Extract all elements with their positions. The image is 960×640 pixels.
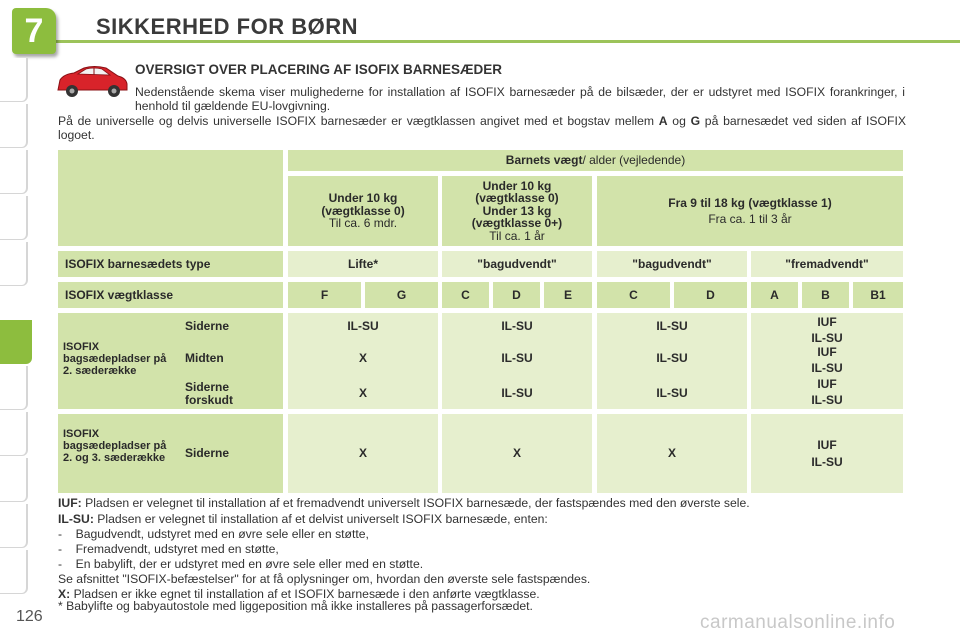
chapter-title: SIKKERHED FOR BØRN xyxy=(96,14,359,39)
legend-iuf xyxy=(58,497,908,511)
legend-see-also: Se afsnittet "ISOFIX-befæstelser" for at få oplysninger om, hvordan den øverste sele fastspændes. xyxy=(58,572,591,586)
row2-value: IL-SU xyxy=(501,386,533,400)
class-cell: B xyxy=(802,282,849,308)
side-tab[interactable] xyxy=(0,150,28,194)
row2-value: IL-SU xyxy=(656,319,688,333)
table-corner-cell xyxy=(58,150,283,246)
legend-key: IUF: xyxy=(58,496,82,510)
legend-bullet: - Fremadvendt, udstyret med en støtte, xyxy=(58,542,279,556)
group-line: Under 10 kg xyxy=(482,178,552,193)
group-line: (vægtklasse 0+) xyxy=(471,216,563,231)
legend-key: X: xyxy=(58,587,71,601)
iuf-label: IUF xyxy=(817,437,837,452)
row2-value: IL-SU xyxy=(656,386,688,400)
para2-letter-a: A xyxy=(658,114,668,128)
row2-value-iuf xyxy=(751,376,903,408)
class-cell: F xyxy=(288,282,361,308)
group-header-0 xyxy=(288,176,438,246)
group-age: Til ca. 6 mdr. xyxy=(328,216,398,231)
legend-ilsu xyxy=(58,513,908,527)
type-cell: "bagudvendt" xyxy=(597,251,747,277)
legend-bullet: - Bagudvendt, udstyret med en øvre sele eller en støtte, xyxy=(58,527,369,541)
weight-header xyxy=(288,150,903,171)
row3-cell: X xyxy=(597,414,747,493)
watermark: carmanualsonline.info xyxy=(700,612,896,633)
ilsu-label: IL-SU xyxy=(811,393,843,407)
side-tab[interactable] xyxy=(0,242,28,286)
row2-value: IL-SU xyxy=(501,351,533,365)
class-cell: B1 xyxy=(853,282,903,308)
side-tab[interactable] xyxy=(0,58,28,102)
group-line: (vægtklasse 0) xyxy=(475,191,559,206)
row2-value: IL-SU xyxy=(501,319,533,333)
row2-value: IL-SU xyxy=(347,319,379,333)
side-tab[interactable] xyxy=(0,550,28,594)
side-tab[interactable] xyxy=(0,412,28,456)
page-number: 126 xyxy=(16,608,43,625)
legend-text: Pladsen er velegnet til installation af et delvist universelt ISOFIX barnesæde, enten: xyxy=(93,512,548,526)
type-row-label: ISOFIX barnesædets type xyxy=(58,251,283,277)
class-cell: D xyxy=(674,282,747,308)
side-tab-strip xyxy=(0,58,30,578)
row2-seat-middle: Midten xyxy=(185,351,224,365)
group-header-2 xyxy=(597,176,903,246)
weight-header-bold: Barnets vægt xyxy=(505,153,583,168)
side-tab-active[interactable] xyxy=(0,320,32,364)
row2-value: X xyxy=(358,351,367,365)
bullet-text: Fremadvendt, udstyret med en støtte, xyxy=(75,542,279,556)
iuf-label: IUF xyxy=(817,345,837,359)
class-cell: E xyxy=(544,282,592,308)
class-cell: C xyxy=(442,282,489,308)
iuf-label: IUF xyxy=(817,315,837,329)
row3-cell: X xyxy=(442,414,592,493)
row3-seat-sides: Siderne xyxy=(185,446,230,460)
intro-paragraph: Nedenstående skema viser mulighederne for installation af ISOFIX barnesæder på de bilsæder, der er udstyret med ISOFIX forankringer, i henhold til gældende EU-lovgivning. xyxy=(135,85,905,113)
group-line: Under 13 kg xyxy=(482,203,552,218)
row2-group-label: ISOFIX bagsædepladser på 2. sæderække xyxy=(63,341,167,377)
ilsu-label: IL-SU xyxy=(811,361,843,375)
class-cell: A xyxy=(751,282,798,308)
iuf-label: IUF xyxy=(817,377,837,391)
row3-group-label: ISOFIX bagsædepladser på 2. og 3. sæderække xyxy=(63,428,167,464)
type-cell: "bagudvendt" xyxy=(442,251,592,277)
group-age: Fra ca. 1 til 3 år xyxy=(708,211,792,226)
section-title: OVERSIGT OVER PLACERING AF ISOFIX BARNESÆDER xyxy=(135,62,503,77)
ilsu-label: IL-SU xyxy=(811,331,843,345)
class-cell: C xyxy=(597,282,670,308)
car-icon xyxy=(54,62,130,100)
side-tab[interactable] xyxy=(0,104,28,148)
side-tab[interactable] xyxy=(0,504,28,548)
class-row-label: ISOFIX vægtklasse xyxy=(58,282,283,308)
para2-text: På de universelle og delvis universelle ISOFIX barnesæder er vægtklassen angivet med et bogstav mellem xyxy=(58,114,659,128)
class-cell: G xyxy=(365,282,438,308)
legend-key: IL-SU: xyxy=(58,512,94,526)
legend-text: Pladsen er ikke egnet til installation af et ISOFIX barnesæde i den anførte vægtklasse. xyxy=(70,587,540,601)
row2-value-iuf xyxy=(751,314,903,346)
side-tab[interactable] xyxy=(0,458,28,502)
row2-value: IL-SU xyxy=(656,351,688,365)
type-cell: "fremadvendt" xyxy=(751,251,903,277)
bullet-text: En babylift, der er udstyret med en øvre sele eller med en støtte. xyxy=(75,557,424,571)
side-tab[interactable] xyxy=(0,366,28,410)
group-line: (vægtklasse 0) xyxy=(321,203,405,218)
para2-letter-g: G xyxy=(690,114,701,128)
bullet-text: Bagudvendt, udstyret med en øvre sele eller en støtte, xyxy=(75,527,369,541)
row2-value-iuf xyxy=(751,344,903,376)
ilsu-label: IL-SU xyxy=(811,454,843,469)
legend-text: Pladsen er velegnet til installation af et fremadvendt universelt ISOFIX barnesæde, der fastspændes med den øverste sele. xyxy=(81,496,750,510)
weight-header-rest: / alder (vejledende) xyxy=(582,153,686,168)
footnote: * Babylifte og babyautostole med liggeposition må ikke installeres på passagerforsædet. xyxy=(58,599,533,613)
row3-cell: X xyxy=(288,414,438,493)
row2-seat-offset: Siderne forskudt xyxy=(185,380,233,407)
para2-text: på barnesædet ved siden af ISOFIX logoet. xyxy=(58,114,906,142)
side-tab[interactable] xyxy=(0,196,28,240)
chapter-badge: 7 xyxy=(12,8,56,54)
row2-value: X xyxy=(358,386,367,400)
header-rule xyxy=(56,40,960,43)
class-cell: D xyxy=(493,282,540,308)
group-age: Til ca. 1 år xyxy=(489,228,545,243)
legend-bullet: - En babylift, der er udstyret med en øvre sele eller med en støtte. xyxy=(58,557,424,571)
group-line: Under 10 kg xyxy=(328,191,398,206)
weight-class-paragraph xyxy=(58,115,906,142)
group-line: Fra 9 til 18 kg (vægtklasse 1) xyxy=(668,196,832,210)
group-header-1 xyxy=(442,176,592,246)
type-cell: Lifte* xyxy=(288,251,438,277)
para2-text: og xyxy=(667,114,691,128)
row2-seat-sides: Siderne xyxy=(185,319,230,333)
row3-cell-iuf xyxy=(751,414,903,493)
